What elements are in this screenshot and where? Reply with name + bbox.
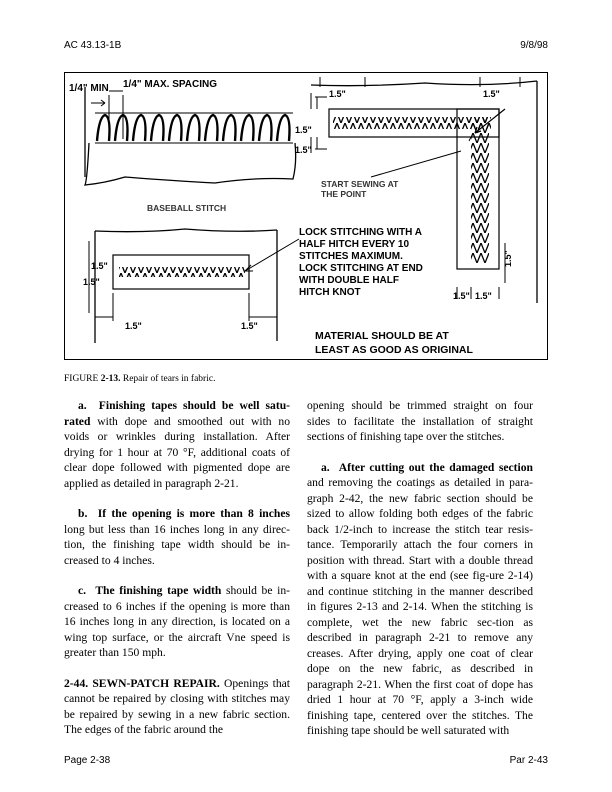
para-a-right-lead: a. <box>321 460 330 474</box>
label-lock-2: HALF HITCH EVERY 10 <box>299 239 410 250</box>
caption-number: 2-13. <box>100 374 121 384</box>
para-a-lead: a. <box>78 399 87 412</box>
label-max-spacing: 1/4" MAX. SPACING <box>123 79 218 90</box>
section-2-44 <box>64 676 290 738</box>
straight-repair-illustration <box>89 229 299 343</box>
dim-bottom-2: 1.5" <box>475 291 492 301</box>
dim-patch-bottom-1: 1.5" <box>125 321 142 331</box>
para-continued: opening should be trimmed straight on four sides to facilitate the installation of straight sections of finishing tape over the stitches. <box>307 399 533 443</box>
figure-2-13 <box>64 72 548 360</box>
para-b-lead: b. <box>78 507 88 520</box>
left-column <box>64 398 290 753</box>
label-start-2: THE POINT <box>321 189 367 199</box>
right-column <box>307 398 533 754</box>
dim-left-1: 1.5" <box>295 125 312 135</box>
label-material-2: LEAST AS GOOD AS ORIGINAL <box>315 344 473 356</box>
dim-patch-left-2: 1.5" <box>83 277 100 287</box>
para-b-left <box>64 506 290 568</box>
section-heading: 2-44. SEWN-PATCH REPAIR. <box>64 676 220 690</box>
label-lock-3: STITCHES MAXIMUM. <box>299 251 403 262</box>
label-min: 1/4" MIN <box>69 83 109 94</box>
label-lock-5: WITH DOUBLE HALF <box>299 275 399 286</box>
dim-right-vertical: 1.5" <box>503 250 513 267</box>
para-b-bold: If the opening is more than 8 inches <box>97 507 290 520</box>
figure-caption <box>64 374 215 384</box>
footer-paragraph-ref: Par 2-43 <box>509 755 548 766</box>
para-c-bold: The finishing tape width <box>95 584 222 597</box>
label-baseball-stitch: BASEBALL STITCH <box>147 203 227 213</box>
para-a-right <box>307 460 533 739</box>
caption-text: Repair of tears in fabric. <box>122 374 216 384</box>
dim-top-right: 1.5" <box>483 89 500 99</box>
para-c-text: should be in-creased to 6 inches if the opening is more than 16 inches long in any direction, is located on a wing top surface, or the aircraft Vne speed is greater than 150 mph. <box>64 584 290 659</box>
section-text: Openings that cannot be repaired by closing with stitches may be repaired by sewing in a new fabric section. The edges of the fabric around the <box>64 676 290 736</box>
dim-patch-bottom-2: 1.5" <box>241 321 258 331</box>
label-material-1: MATERIAL SHOULD BE AT <box>315 330 449 342</box>
para-a-bold: Finishing tapes should be well satu-rated <box>64 399 291 428</box>
para-a-text: with dope and smoothed out with no voids or wrinkles during installation. After drying for 1 hour at 70 °F, additional coats of clear dope followed with pigmented dope are applied as detailed in paragraph 2-21. <box>64 414 290 490</box>
label-lock-6: HITCH KNOT <box>299 287 361 298</box>
para-c-left <box>64 583 290 661</box>
caption-label: FIGURE <box>64 374 99 384</box>
dim-top-left: 1.5" <box>329 89 346 99</box>
para-a-left <box>64 398 290 491</box>
header-doc-number: AC 43.13-1B <box>64 40 122 51</box>
dim-left-2: 1.5" <box>295 145 312 155</box>
baseball-stitch-illustration <box>85 87 296 185</box>
para-a-right-text: and removing the coatings as detailed in para-graph 2-42, the new fabric section should be sized to allow folding both edges of the fabric back 1/2-inch to increase the stitch tear resis-tance. Temporarily attach the four corners in position with thread. Start with a double thread with a square knot at the end (see fig-ure 2-14) and continue stitching in the manner described in figures 2-13 and 2-14. When the stitching is complete, wet the new fabric sec-tion as described in paragraph 2-21 to remove any creases. After drying, apply one coat of clear dope on the new fabric, as described in paragraph 2-21. When the first coat of dope has dried 1 hour at 70 °F, apply a 3-inch wide finishing tape, centered over the stitches. The finishing tape should be well saturated with <box>307 476 533 737</box>
label-start-1: START SEWING AT <box>321 179 399 189</box>
dim-patch-left-1: 1.5" <box>91 261 108 271</box>
para-a-right-bold: After cutting out the damaged section <box>338 460 533 474</box>
label-lock-1: LOCK STITCHING WITH A <box>299 227 422 238</box>
label-lock-4: LOCK STITCHING AT END <box>299 263 423 274</box>
header-date: 9/8/98 <box>520 40 548 51</box>
dim-bottom-1: 1.5" <box>453 291 470 301</box>
figure-drawing <box>65 73 549 361</box>
footer-page-number: Page 2-38 <box>64 755 111 766</box>
para-b-text: long but less than 16 inches long in any direc-tion, the finishing tape width should be in-creased to 4 inches. <box>64 522 290 567</box>
para-c-lead: c. <box>78 584 87 597</box>
